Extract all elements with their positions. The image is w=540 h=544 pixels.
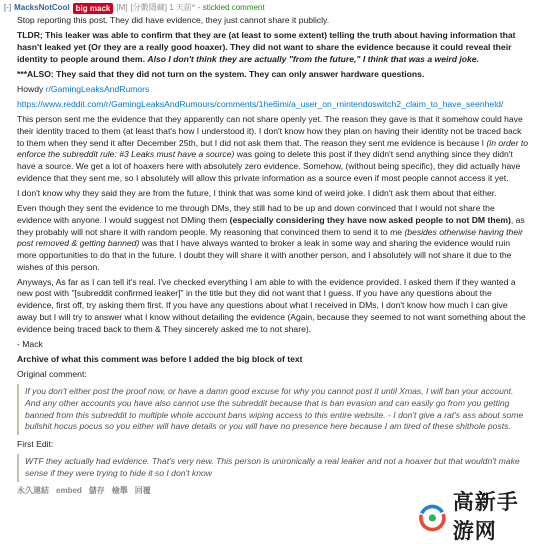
stickied-label: - stickied comment: [197, 3, 265, 13]
permalink-button[interactable]: 永久連結: [17, 485, 49, 495]
report-button[interactable]: 檢舉: [111, 485, 128, 495]
save-button[interactable]: 儲存: [88, 485, 105, 495]
watermark-text: 高新手游网: [452, 491, 519, 543]
paragraph-anyways: Anyways, As far as I can tell it's real. I've checked everything I am able to with the evidence provided. I asked them if they wanted a new post with "[subreddit confirmed leaker]" in the title but they did not want that I guess. If you have any questions about the evidence, first off, try asking them first. If you have any questions about what I received in DMs, I don't know how much I can give away but I will try to answer what I know without detailing the evidence (Again, because they seemed to not want something about the evidence being traced back to them & They sincerely asked me to not share).: [17, 276, 526, 334]
archive-heading: Archive of what this comment was before I added the big block of text: [17, 353, 303, 364]
paragraph-also: ***ALSO: They said that they did not turn on the system. They can only answer hardware questions.: [17, 68, 425, 79]
dms-italic: (besides otherwise having their post removed & getting banned): [17, 226, 523, 249]
paragraph-tldr: [17, 30, 530, 65]
paragraph-stop-reporting: Stop reporting this post. They did have evidence, they just cannot share it publicly.: [17, 15, 330, 25]
reply-button[interactable]: 回覆: [134, 485, 151, 495]
evidence-italic: (in order to enforce the subreddit rule: #3 Leaks must have a source): [17, 137, 528, 160]
evidence-text-b: was going to delete this post if they didn't send anything since they didn't have a source. We get a lot of hoaxers here with absolutely zero evidence. Somehow, (without being specific), they did actually have evidence that they sent me, so I absolutely will allow this private information as a source even if most people cannot access it yet.: [17, 149, 521, 183]
watermark-logo-icon: [418, 499, 447, 537]
subreddit-link[interactable]: r/GamingLeaksAndRumors: [45, 83, 150, 94]
tldr-text: TLDR; This leaker was able to confirm that they are (at least to some extent) telling the truth about having information that hasn't leaked yet (Or they are a really good hoaxer). They did not want to share the evidence because it could reveal their identity to people around them.: [17, 30, 516, 64]
comment-body: [4, 15, 536, 496]
comment-header: [4, 2, 536, 15]
paragraph-howdy: [17, 84, 530, 96]
paragraph-dms: [17, 203, 530, 273]
dms-text-c: was that I have always wanted to broker a leak in some way and sharing the evidence would ruin more opportunities to do that in the future. I doubt they will share it with another person, and I absolutely will not share it due to the wishes of this person.: [17, 238, 512, 272]
paragraph-evidence: [17, 114, 530, 184]
moderator-tag[interactable]: [M]: [116, 3, 128, 13]
embed-button[interactable]: embed: [56, 485, 82, 495]
dms-text-b: , as they probably will not share it with random people. My reasoning that convinced them to send it to me: [17, 214, 525, 237]
evidence-text-a: This person sent me the evidence that they apparently can not share openly yet. The reason they gave is that it somehow could have their identity traced to them (at least that's how I understood it). I don't know how they plan on having their identity not be traced back to them when they send it after December 25th, but I did not ask them that. The reason they sent me evidence is because I: [17, 114, 523, 148]
dms-bold: (especially considering they have now asked people to not DM them): [229, 214, 511, 225]
dms-text-a: Even though they sent the evidence to me through DMs, they still had to be up and down convinced that I would not share the evidence with anyone. I would suggest not DMing them: [17, 203, 495, 225]
collapse-toggle[interactable]: [-]: [4, 3, 12, 13]
moderator-flair-badge: big mack: [73, 3, 114, 14]
paragraph-future: I don't know why they said they are from the future, I think that was some kind of weird joke. I didn't ask them about that either.: [17, 187, 497, 198]
tldr-italic-text: Also I don't think they are actually "from the future," I think that was a weird joke.: [147, 53, 479, 64]
paragraph-url: [17, 99, 530, 111]
site-watermark: [418, 491, 536, 543]
comment-score-time: [分數隱藏] 1 天前*: [130, 3, 195, 13]
howdy-text: Howdy: [17, 83, 44, 94]
original-comment-label: Original comment:: [17, 369, 87, 380]
source-post-link[interactable]: https://www.reddit.com/r/GamingLeaksAndRumours/comments/1he6imi/a_user_on_rnintendoswitch2_claim_to_have_seenheld/: [17, 99, 504, 110]
first-edit-quote: WTF they actually had evidence. That's very new. This person is unironically a real leaker and not a hoaxer but that wouldn't make sense if they were trying to hide it so I don't know: [17, 454, 530, 481]
original-comment-quote: If you don't either post the proof now, or have a damn good excuse for why you cannot post it until Xmas, I will ban your account. And any other accounts you have also cannot use the subreddit because that is ban evasion and can easily go from you getting banned from this subreddit to multiple whole account bans wiping access to this entire website. - I don't give a rat's ass about some bullshit hocus pocus so you either will have details or you will have no presence here because I am tired of these shithole posts.: [17, 384, 530, 435]
comment-author[interactable]: MacksNotCool: [14, 3, 70, 13]
first-edit-label: First Edit:: [17, 439, 54, 449]
signature: - Mack: [17, 338, 43, 349]
